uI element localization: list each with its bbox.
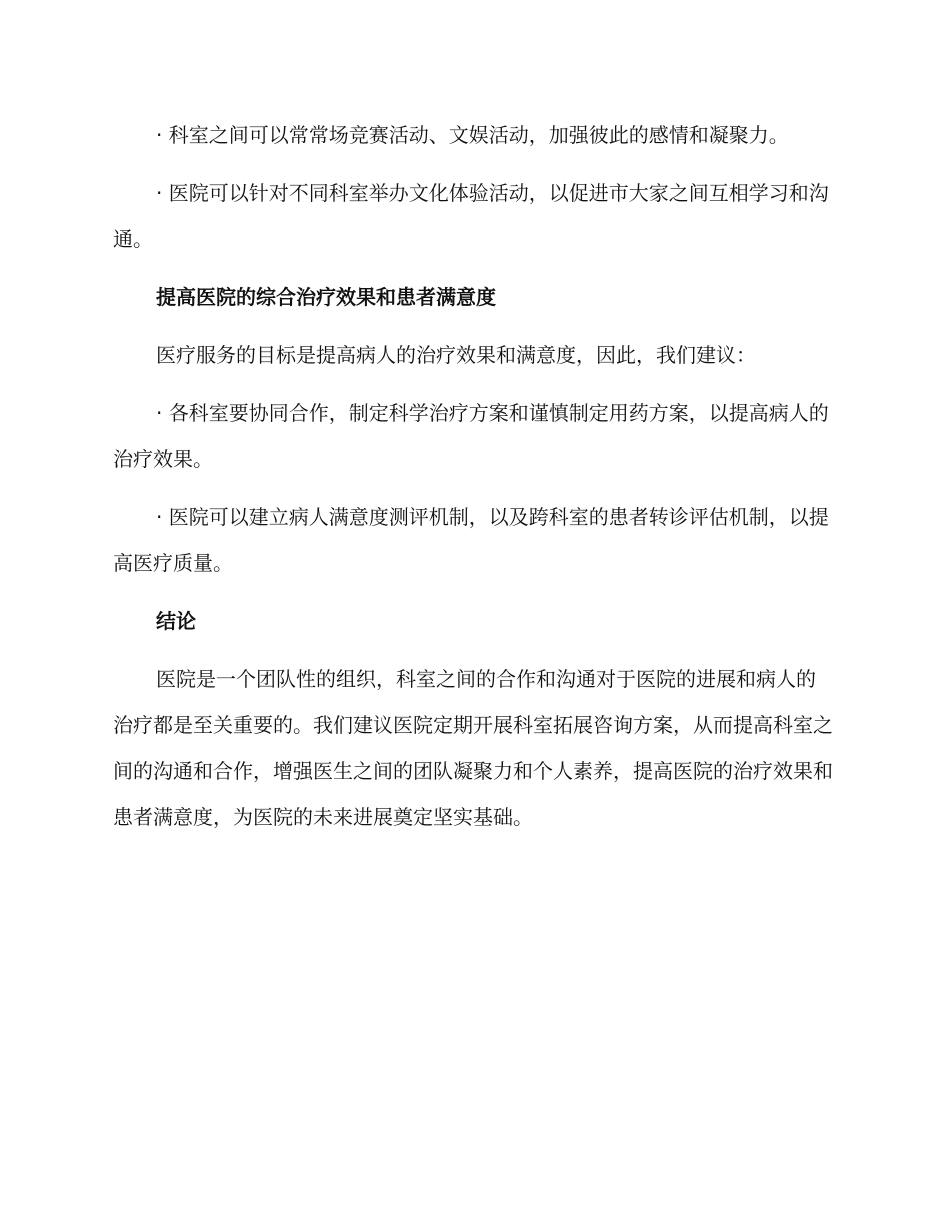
paragraph-gap (113, 378, 833, 390)
section-heading-conclusion: 结论 (156, 609, 196, 633)
intro-paragraph: 医疗服务的目标是提高病人的治疗效果和满意度，因此，我们建议： (156, 343, 756, 367)
bullet-paragraph-2: · 医院可以针对不同科室举办文化体验活动，以促进市大家之间互相学习和沟通。 (113, 181, 829, 251)
bullet-paragraph-3: · 各科室要协同合作，制定科学治疗方案和谨慎制定用药方案，以提高病人的治疗效果。 (113, 401, 829, 471)
paragraph-gap (113, 586, 833, 598)
conclusion-paragraph: 医院是一个团队性的组织，科室之间的合作和沟通对于医院的进展和病人的治疗都是至关重要的。我们建议医院定期开展科室拓展咨询方案，从而提高科室之间的沟通和合作，增强医生之间的团队凝聚力和个人素养，提高医院的治疗效果和患者满意度，为医院的未来进展奠定坚实基础。 (113, 667, 833, 829)
paragraph-gap (113, 320, 833, 332)
paragraph-gap (113, 482, 833, 494)
paragraph-gap (113, 262, 833, 274)
paragraph-gap (113, 644, 833, 656)
bullet-paragraph-4: · 医院可以建立病人满意度测评机制，以及跨科室的患者转诊评估机制，以提高医疗质量。 (113, 505, 829, 575)
paragraph-gap (113, 158, 833, 170)
bullet-paragraph-1: · 科室之间可以常常场竞赛活动、文娱活动，加强彼此的感情和凝聚力。 (156, 123, 789, 147)
section-heading-treatment: 提高医院的综合治疗效果和患者满意度 (156, 285, 496, 309)
document-page (113, 112, 833, 840)
